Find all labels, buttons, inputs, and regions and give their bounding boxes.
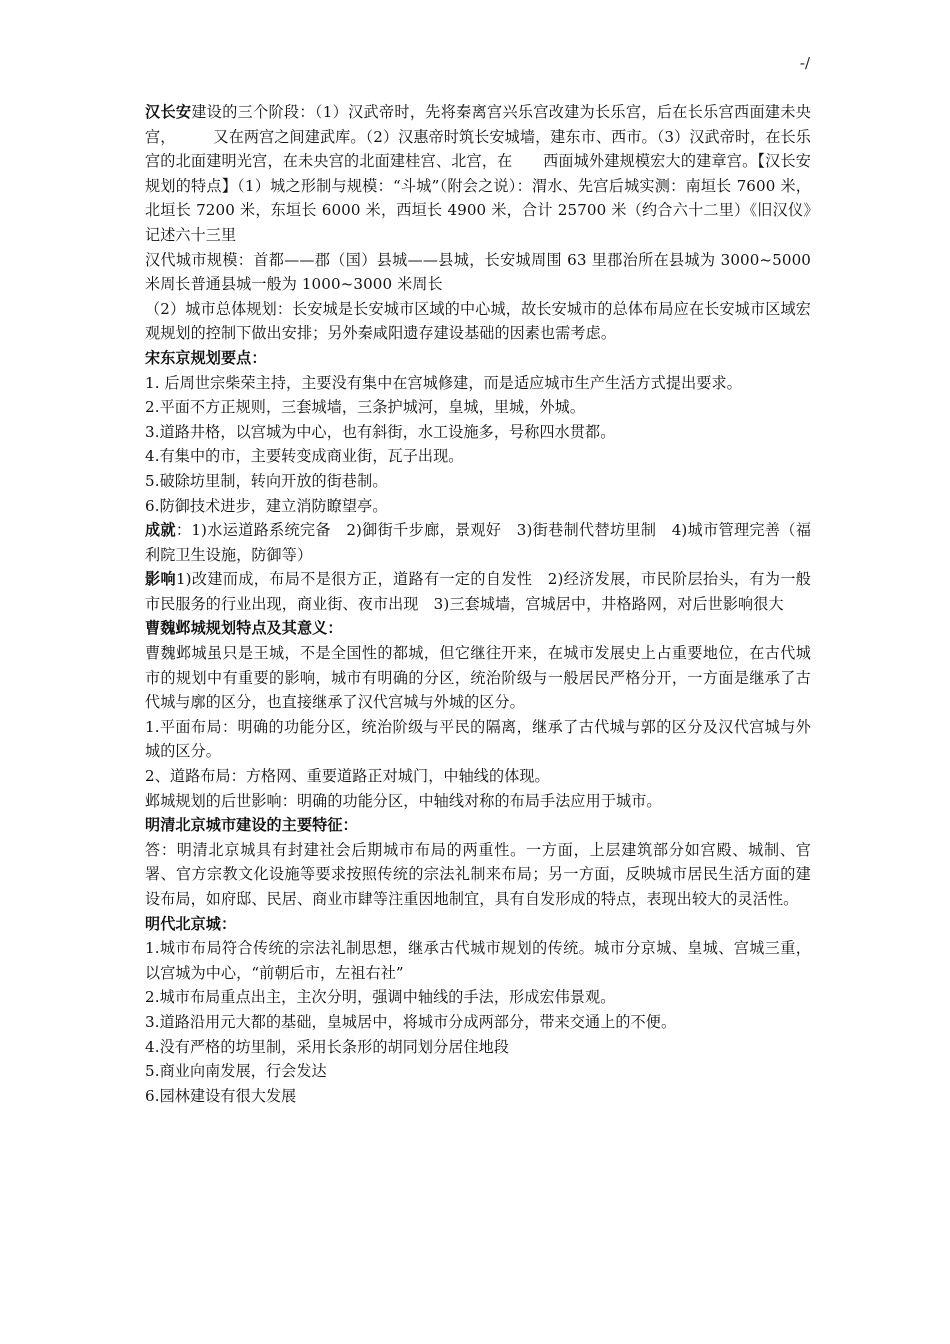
paragraph-text: 5.商业向南发展，行会发达: [145, 1062, 327, 1081]
bold-term: 成就: [145, 521, 176, 540]
paragraph-text: 4.没有严格的坊里制，采用长条形的胡同划分居住地段: [145, 1037, 510, 1056]
bold-term: 汉长安: [145, 103, 192, 121]
list-item: [145, 1059, 811, 1084]
paragraph-text: 1.平面布局：明确的功能分区，统治阶级与平民的隔离，继承了古代城与郭的区分及汉代宫城与外城的区分。: [145, 717, 811, 761]
paragraph-achievements: [145, 518, 811, 567]
paragraph-text: 2.城市布局重点出主，主次分明，强调中轴线的手法，形成宏伟景观。: [145, 988, 616, 1007]
paragraph-yecheng-intro: [145, 641, 811, 715]
list-item: [145, 715, 811, 764]
list-item: [145, 1084, 811, 1109]
paragraph-text: 5.破除坊里制，转向开放的街巷制。: [145, 471, 388, 490]
list-item: [145, 395, 811, 420]
heading-ming-beijing: [145, 912, 811, 937]
paragraph-text: 1. 后周世宗柴荣主持，主要没有集中在宫城修建，而是适应城市生产生活方式提出要求。: [145, 373, 742, 392]
bold-term: 影响: [145, 570, 176, 589]
page-number-mark: -/: [799, 54, 810, 72]
paragraph-text: 1.城市布局符合传统的宗法礼制思想，继承古代城市规划的传统。城市分京城、皇城、宫城三重，以宫城为中心，“前朝后市，左祖右社”: [145, 939, 811, 982]
paragraph-yecheng-legacy: [145, 789, 811, 814]
list-item: [145, 444, 811, 469]
paragraph-text: 2.平面不方正规则，三套城墙，三条护城河，皇城，里城，外城。: [145, 398, 586, 417]
list-item: [145, 371, 811, 396]
paragraph-text: 汉代城市规模：首都——郡（国）县城——县城，长安城周围 63 里郡治所在县城为 3000~5000 米周长普通县城一般为 1000~3000 米周长: [145, 250, 816, 294]
heading-cao-wei-yecheng: [145, 616, 811, 641]
section-heading: 明代北京城：: [145, 914, 237, 933]
paragraph-text: 6.防御技术进步，建立消防瞭望亭。: [145, 496, 388, 515]
section-heading: 宋东京规划要点：: [145, 348, 267, 367]
paragraph-changan-overall-plan: [145, 297, 811, 346]
list-item: [145, 985, 811, 1010]
heading-ming-qing-beijing: [145, 813, 811, 838]
section-heading: 曹魏邺城规划特点及其意义：: [145, 619, 343, 638]
list-item: [145, 1035, 811, 1060]
paragraph-ming-qing-answer: [145, 838, 811, 912]
paragraph-text: 1)改建而成，布局不是很方正，道路有一定的自发性 2)经济发展，市民阶层抬头，有为一般市民服务的行业出现，商业街、夜市出现 3)三套城墙，宫城居中，井格路网，对后世影响很大: [145, 570, 811, 613]
paragraph-text: 答：明清北京城具有封建社会后期城市布局的两重性。一方面，上层建筑部分如宫殿、城制、官署、官方宗教文化设施等要求按照传统的宗法礼制来布局；另一方面，反映城市居民生活方面的建设布局，如府邸、民居、商业市肆等注重因地制宜，具有自发形成的特点，表现出较大的灵活性。: [145, 840, 811, 908]
paragraph-text: 邺城规划的后世影响：明确的功能分区，中轴线对称的布局手法应用于城市。: [145, 791, 662, 810]
list-item: [145, 469, 811, 494]
heading-song-dongjing: [145, 346, 811, 371]
list-item: [145, 764, 811, 789]
paragraph-influence: [145, 567, 811, 616]
paragraph-han-city-scale: [145, 248, 816, 297]
paragraph-text: 2、道路布局：方格网、重要道路正对城门，中轴线的体现。: [145, 767, 550, 786]
paragraph-text: 建设的三个阶段：（1）汉武帝时，先将秦离宫兴乐宫改建为长乐宫，后在长乐宫西面建未央宫， 又在两宫之间建武库。（2）汉惠帝时筑长安城墙，建东市、西市。（3）汉武帝时，在长乐宫的北面建明光宫，在未央宫的北面建桂宫、北宫，在 西面城外建规模宏大的建章宫。【汉长安规划的特点】（1）城之形制与规模：“斗城”（附会之说）：渭水、先宫后城实测：南垣长 7600 米，北垣长 7200 米，东垣长 6000 米，西垣长 4900 米，合计 25700 米（约合六十二里）《旧汉仪》记述六十三里: [145, 103, 812, 244]
paragraph-text: （2）城市总体规划：长安城是长安城市区域的中心城，故长安城市的总体布局应在长安城市区域宏观规划的控制下做出安排；另外秦咸阳遗存建设基础的因素也需考虑。: [145, 299, 811, 343]
paragraph-text: ：1)水运道路系统完备 2)御街千步廊，景观好 3)街巷制代替坊里制 4)城市管理完善（福利院卫生设施，防御等）: [145, 521, 812, 564]
paragraph-text: 6.园林建设有很大发展: [145, 1086, 297, 1105]
list-item: [145, 936, 811, 985]
list-item: [145, 1010, 811, 1035]
list-item: [145, 494, 811, 519]
paragraph-text: 3.道路井格，以宫城为中心，也有斜街，水工设施多，号称四水贯都。: [145, 422, 616, 441]
paragraph-text: 4.有集中的市，主要转变成商业街，瓦子出现。: [145, 447, 464, 466]
section-heading: 明清北京城市建设的主要特征：: [145, 816, 358, 835]
document-body: [145, 100, 816, 1108]
paragraph-text: 曹魏邺城虽只是王城，不是全国性的都城，但它继往开来，在城市发展史上占重要地位，在古代城市的规划中有重要的影响，城市有明确的分区，统治阶级与一般居民严格分开，一方面是继承了古代城与廓的区分，也直接继承了汉代宫城与外城的区分。: [145, 644, 811, 712]
paragraph-text: 3.道路沿用元大都的基础，皇城居中，将城市分成两部分，带来交通上的不便。: [145, 1012, 677, 1031]
paragraph-changan-stages: [145, 100, 811, 248]
list-item: [145, 420, 811, 445]
